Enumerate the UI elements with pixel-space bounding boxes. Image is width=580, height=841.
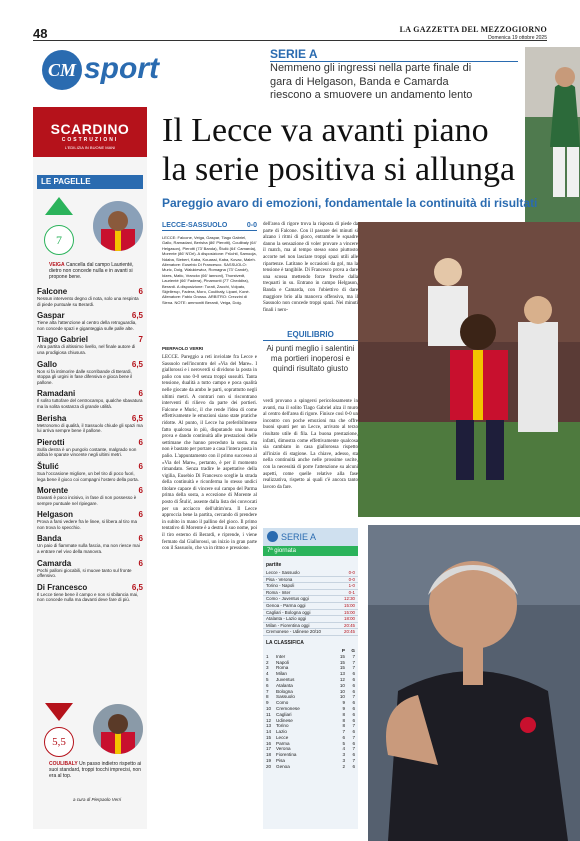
- grade-value: 6,5: [131, 582, 143, 592]
- grade-note: Tiene alta l'attenzione al centro della retroguardia, non concede spazi e giganteggia sulle palle alte.: [37, 320, 137, 331]
- match-teams: Cremonese - Udinese 20/10: [266, 629, 321, 635]
- article-column-1: LECCE. Pareggio a reti inviolate fra Lecce e Sassuolo nell'incontro del «Via del Mare». I giallorossi e i neroverdi si dividono la posta in palio con uno 0-0 senza troppi sussulti. Tanta tensione, dualità a tutto campo e poca qualità nelle giocate da ambo le parti, soprattutto negli ultimi metri. A contrari non si riscontrano interventi di rilievo da parte dei portieri. Falcone e Muric, il che rende l'idea di come effettivamente le emozioni siano state pratiche ridotte. Al punto, il Lecce ha preferibilmente fatto qualcosa in più, disputando una buona prova e dando continuità alle prestazioni delle settimane che hanno preceduto la sosta. ma non è bastato per portare a casa l'intera posta in palio. L'appuntamento con il primo successo al «Via del Mare», pertanto, è per il momento rimandato. Senza tradire le aspettative della vigilia, Eusebio Di Francesco sceglie la strada della continuità e riconferma lo stesso undici titolare capace di vincere sul campo del Parma prima della sosta, a eccezione di Morente al posto di Štulić, assente dalla lista dei convocati per un acciacco dell'ultim'ora. Il Lecce approccia bene la partita, cercando di prendere in subito in mano il pallino del gioco. Il primo tentativo di Morente è a destra il suo nome, poi il tiro esterno di Berardi, e riprende, i viene fermato dal Giallorossi, un inizio in gran parte con il Sassuolo, che va in ritmo e pressione.: [162, 355, 257, 552]
- match-result: 0-1: [348, 589, 355, 595]
- team-position: 12: [266, 717, 272, 723]
- headline-line-2: la serie positiva si allunga: [162, 151, 516, 188]
- grade-note: Nessun intervento degno di nota, solo una respinta di piede puntuale su Berardi.: [37, 296, 139, 307]
- grade-item: [37, 360, 143, 386]
- best-player-note: Cancella dal campo Laurienté, dietro non concede nulla e in avanti si propone bene.: [49, 262, 134, 280]
- grade-player-name: Štulić: [37, 461, 59, 471]
- team-name: Inter: [276, 653, 286, 659]
- worst-player-name: COULIBALY: [49, 761, 78, 767]
- team-position: 14: [266, 729, 272, 735]
- match-teams: Milan - Fiorentina oggi: [266, 622, 310, 628]
- matches-title: partite: [266, 562, 282, 568]
- team-position: 5: [266, 676, 269, 682]
- team-games: 7: [352, 659, 355, 665]
- team-games: 6: [352, 682, 355, 688]
- team-position: 18: [266, 752, 272, 758]
- best-player-name: VEIGA: [49, 262, 65, 268]
- grade-value: 6: [138, 287, 143, 296]
- grade-player-name: Banda: [37, 534, 62, 544]
- team-points: 6: [342, 734, 345, 740]
- team-games: 6: [352, 671, 355, 677]
- masthead: [400, 25, 547, 41]
- pagelle-title: LE PAGELLE: [37, 175, 143, 189]
- grade-player-name: Ramadani: [37, 389, 76, 399]
- best-player-caption: [49, 262, 143, 280]
- team-name: Napoli: [276, 659, 290, 665]
- match-lineups: LECCE: Falcone, Veiga, Gaspar, Tiago Gabriel, Gallo, Ramadani, Berisha (86' Pierotti), Coulibaly (64' Helgason), Pierotti (73' Banda), Štulić (64' Camarda), Morente (86' N'Dri). A disposizione: Früchtl, Samooja, Ndaba, Siebert, Kaba, Kouassi, Kaba, Kovac, Maleh. Allenatore: Eusebio Di Francesco. SASSUOLO: Muric, Doig, Walukiewicz, Romagna (73' Candé), Idzes, Matic, Vranckx (66' Iannoni), Thorstvedt, Laurienté (66' Fadera), Pinamonti (77' Cheddira), Berardi. A disposizione: Turati, Zacchi, Volpato, Skjellerup, Fadera, Moro, Coulibaly, Lipani, Koné. Allenatore: Fabio Grosso. ARBITRO: Crezzini di Siena. NOTE: ammoniti Berardi, Veiga, Doig.: [162, 235, 257, 305]
- grade-value: 6: [138, 486, 143, 496]
- arrow-down-icon: [45, 703, 73, 721]
- match-teams: Como - Juventus oggi: [266, 596, 309, 602]
- team-games: 7: [352, 694, 355, 700]
- team-position: 20: [266, 763, 272, 769]
- header-points: P: [341, 647, 345, 653]
- top-deck: Nemmeno gli ingressi nella parte finale di gara di Helgason, Banda e Camarda riescono a smuovere un andamento lento: [270, 62, 473, 101]
- team-position: 2: [266, 659, 269, 665]
- grade-value: 6,5: [131, 359, 143, 369]
- team-position: 6: [266, 682, 269, 688]
- team-games: 6: [352, 676, 355, 682]
- grade-value: 6,5: [131, 311, 143, 321]
- match-row: [263, 570, 358, 577]
- article-column-2: dell'area di rigore trova la risposta di piede da parte di Falcone. Con il passare dei minuti si alzano i ritmi di gioco, entrambe le squadre danno la sensazione di voler provare a vincere il match, ma al tempo stesso sono piuttosto accorte nel non lasciare troppi spazi utili alle ripartenze. Latitano le occasioni da gol, ma la tensione è tangibile. Di Francesco prova a dare una scossa mettendo forze fresche dalla trequarti in su. Entrano in campo Helgason, Banda e Camarda, con l'obiettivo di dare maggiore brio alla manovra offensiva, ma il Sassuolo non concede troppi spazi. Nei minuti finali i nero-: [263, 222, 358, 313]
- grade-player-name: Morente: [37, 486, 69, 496]
- grades-list: [37, 287, 143, 607]
- team-games: 6: [352, 752, 355, 758]
- grade-item: [37, 559, 143, 579]
- match-label: LECCE-SASSUOLO: [162, 222, 228, 229]
- team-points: 13: [339, 671, 345, 677]
- grade-player-name: Helgason: [37, 510, 74, 520]
- match-row: [263, 583, 358, 590]
- equilibrio-title: EQUILIBRIO: [263, 330, 358, 341]
- team-points: 12: [339, 676, 345, 682]
- team-position: 7: [266, 688, 269, 694]
- team-points: 9: [342, 705, 345, 711]
- team-points: 2: [342, 763, 345, 769]
- match-result: 20:45: [344, 622, 355, 628]
- section-logo: [42, 50, 182, 90]
- match-result: 15:00: [344, 609, 355, 615]
- grade-player-name: Berisha: [37, 413, 67, 423]
- grade-item: [37, 335, 143, 355]
- match-result: 12:30: [344, 596, 355, 602]
- team-games: 6: [352, 700, 355, 706]
- standings-table: [263, 654, 358, 770]
- team-position: 16: [266, 740, 272, 746]
- team-points: 15: [339, 659, 345, 665]
- match-score-header: [162, 222, 257, 231]
- team-points: 7: [342, 729, 345, 735]
- team-name: Juventus: [276, 676, 295, 682]
- grade-item: [37, 534, 143, 554]
- match-teams: Roma - Inter: [266, 589, 291, 595]
- equilibrio-deck: Ai punti meglio i salentini ma portieri inoperosi e quindi risultato giusto: [266, 344, 355, 373]
- team-points: 15: [339, 653, 345, 659]
- team-position: 3: [266, 665, 269, 671]
- grade-item: [37, 583, 143, 603]
- grade-player-name: Di Francesco: [37, 582, 88, 592]
- team-points: 4: [342, 746, 345, 752]
- grade-value: 6: [138, 437, 143, 447]
- team-name: Cremonese: [276, 705, 300, 711]
- photo-coach: [368, 525, 580, 841]
- article-column-3: verdi provano a spingersi pericolosamente in avanti, ma il solito Tiago Gabriel alza il muro al centro dell'area di rigore. Finisce così 0-0 un incontro con poche emozioni ma che offre buoni spunti per un Lecce, arrivato al terzo risultato utile di fila. La buona prestazione, infatti, dimostra come effettivamente qualcosa sia cambiato in casa giallorossa rispetto all'inizio di stagione. La chiave, adesso, sta nella continuità anche nelle prossime uscite, con la necessità di porre l'attenzione su alcuni aspetti, come quelle relative alla fase realizzativa, rispetto ai quali c'è ancora tanto lavoro da fare.: [263, 399, 358, 490]
- sponsor-name: SCARDINO: [50, 121, 130, 137]
- grade-value: 6,5: [131, 413, 143, 423]
- team-games: 6: [352, 763, 355, 769]
- pagelle-sidebar: [33, 107, 147, 829]
- grade-item: [37, 510, 143, 530]
- masthead-title: LA GAZZETTA DEL MEZZOGIORNO: [399, 25, 547, 34]
- team-name: Genoa: [276, 763, 290, 769]
- team-position: 10: [266, 705, 272, 711]
- match-result: 0-0: [348, 576, 355, 582]
- grade-value: 6: [138, 534, 143, 544]
- team-name: Fiorentina: [276, 752, 297, 758]
- team-position: 19: [266, 758, 272, 764]
- team-name: Sassuolo: [276, 694, 295, 700]
- standings-header: [263, 528, 358, 546]
- match-teams: Torino - Napoli: [266, 583, 295, 589]
- team-name: Verona: [276, 746, 291, 752]
- grade-player-name: Falcone: [37, 287, 68, 296]
- team-name: Parma: [276, 740, 290, 746]
- worst-player-caption: [49, 761, 143, 779]
- serie-a-standings: [263, 528, 358, 829]
- standings-title: SERIE A: [281, 532, 317, 542]
- grade-value: 6: [138, 558, 143, 568]
- match-teams: Lecce - Sassuolo: [266, 570, 300, 575]
- grade-item: [37, 287, 143, 307]
- team-games: 6: [352, 740, 355, 746]
- article-author: PIERPAOLO VERRI: [162, 346, 204, 351]
- team-points: 10: [339, 688, 345, 694]
- grade-player-name: Pierotti: [37, 437, 65, 447]
- team-games: 7: [352, 653, 355, 659]
- best-player-photo-art: [93, 201, 143, 251]
- match-teams: Cagliari - Bologna oggi: [266, 609, 311, 615]
- grade-note: Il Lecce tiene bene il campo e non si sbilancia mai, non concede nulla ma davanti deve fare di più.: [37, 591, 139, 603]
- grade-note: Il solito tuttofare del centrocampo, qualche sbavatura ma la solita sostanza di grande utilità.: [37, 398, 143, 409]
- team-name: Milan: [276, 671, 287, 677]
- arrow-up-icon: [45, 197, 73, 215]
- photo-coach-art: [368, 525, 580, 841]
- match-result: 1-0: [348, 583, 355, 589]
- grade-player-name: Gaspar: [37, 311, 65, 321]
- grade-item: [37, 486, 143, 506]
- grade-player-name: Camarda: [37, 558, 72, 568]
- team-points: 9: [342, 700, 345, 706]
- team-name: Lazio: [276, 729, 287, 735]
- pagelle-byline: a cura di Pierpaolo Verri: [73, 797, 122, 802]
- grade-note: Pochi palloni giocabili, si muove tanto sul fronte offensivo.: [37, 567, 132, 579]
- team-position: 8: [266, 694, 269, 700]
- team-points: 8: [342, 723, 345, 729]
- page-number: 48: [33, 26, 48, 41]
- match-result: 18:00: [344, 616, 355, 622]
- team-games: 7: [352, 665, 355, 671]
- cm-logo: CM: [42, 50, 82, 90]
- grade-note: Metronomo di qualità, il Sassuolo chiude gli spazi ma lui arriva sempre bene il pallone.: [37, 422, 143, 434]
- team-name: Cagliari: [276, 711, 292, 717]
- match-result: 0-0: [348, 570, 355, 575]
- round-label: 7ª giornata: [263, 546, 358, 556]
- serie-a-logo-icon: [267, 531, 278, 542]
- headline-line-1: Il Lecce va avanti piano: [162, 112, 489, 149]
- team-points: 3: [342, 752, 345, 758]
- sponsor-slogan: L'EDILIZIA IN BUONE MANI: [64, 145, 116, 150]
- team-games: 7: [352, 758, 355, 764]
- section-tag: SERIE A: [270, 47, 318, 61]
- team-games: 6: [352, 711, 355, 717]
- grade-note: Un paio di fiammate sulla fascia, ma non riesce mai a entrare nel vivo della manovra.: [37, 543, 140, 555]
- team-name: Torino: [276, 723, 289, 729]
- issue-date: Domenica 19 ottobre 2025: [488, 35, 547, 41]
- header-games: G: [351, 647, 355, 653]
- match-row: [263, 629, 358, 636]
- grade-item: [37, 438, 143, 458]
- team-games: 7: [352, 734, 355, 740]
- team-games: 7: [352, 746, 355, 752]
- grade-value: 7: [138, 335, 143, 345]
- grade-note: Altra partita di altissimo livello, nel finale autore di una prodigiosa chiusura.: [37, 344, 136, 355]
- worst-grade: 5,5: [44, 727, 74, 757]
- team-name: Pisa: [276, 758, 285, 764]
- equilibrio-callout: [263, 330, 358, 390]
- match-row: [263, 590, 358, 597]
- team-position: 1: [266, 653, 269, 659]
- match-teams: Genoa - Parma oggi: [266, 602, 306, 608]
- grade-item: [37, 311, 143, 331]
- match-row: [263, 616, 358, 623]
- team-points: 3: [342, 758, 345, 764]
- match-row: [263, 596, 358, 603]
- match-row: [263, 623, 358, 630]
- table-row: [263, 764, 358, 770]
- match-result: 20:45: [344, 629, 355, 635]
- team-position: 15: [266, 734, 272, 740]
- team-name: Udinese: [276, 717, 293, 723]
- team-points: 10: [339, 694, 345, 700]
- best-player-photo: [93, 201, 143, 251]
- subheadline: Pareggio avaro di emozioni, fondamentale la continuità di risultati: [162, 196, 538, 210]
- grade-note: Sulla destra è un pungolo costante, malgrado non abbia le sparute vincente negli ultimi metri.: [37, 446, 137, 458]
- grade-item: [37, 414, 143, 434]
- team-games: 6: [352, 729, 355, 735]
- team-points: 5: [342, 740, 345, 746]
- grade-note: Davanti è poco incisivo, in fase di non possesso è sempre puntuale nel ripiegare.: [37, 495, 137, 506]
- worst-player-photo-art: [93, 704, 143, 754]
- grade-note: Non si fa intimorire dalle scorribande di Berardi, stoppa gli urgini in fase difensiva e gioca bene il pallone.: [37, 368, 133, 385]
- team-points: 8: [342, 711, 345, 717]
- team-position: 13: [266, 723, 272, 729]
- grade-player-name: Gallo: [37, 359, 58, 369]
- team-name: Bologna: [276, 688, 293, 694]
- team-games: 6: [352, 717, 355, 723]
- team-position: 4: [266, 671, 269, 677]
- match-result: 15:00: [344, 602, 355, 608]
- team-games: 6: [352, 705, 355, 711]
- grade-player-name: Tiago Gabriel: [37, 335, 88, 345]
- matches-list: [263, 570, 358, 636]
- team-position: 11: [266, 711, 271, 717]
- team-games: 6: [352, 688, 355, 694]
- headline: [162, 111, 580, 189]
- photo-match-action: [358, 222, 580, 517]
- grade-note: Sua l'occasione migliore, un bel tiro di poco fuori, lega bene il gioco coi compagni l'ostero della porta.: [37, 470, 139, 482]
- worst-player-note: Un passo indietro rispetto ai suoi standard, troppi tocchi imprecisi, non era al top.: [49, 761, 142, 779]
- grade-note: Prova a farsi vedere fra le linee, si libera al tiro ma non trova lo specchio.: [37, 519, 138, 530]
- sponsor-subtitle: COSTRUZIONI: [61, 137, 119, 143]
- team-points: 10: [339, 682, 345, 688]
- team-games: 7: [352, 723, 355, 729]
- match-teams: Atalanta - Lazio oggi: [266, 616, 307, 622]
- photo-match-action-art: [358, 222, 580, 517]
- match-teams: Pisa - Verona: [266, 576, 293, 582]
- grade-value: 6: [138, 389, 143, 399]
- match-row: [263, 603, 358, 610]
- team-name: Roma: [276, 665, 289, 671]
- team-points: 15: [339, 665, 345, 671]
- match-row: [263, 610, 358, 617]
- grade-item: [37, 462, 143, 482]
- match-score: 0-0: [246, 222, 257, 229]
- team-name: Lecce: [276, 734, 289, 740]
- team-position: 17: [266, 746, 272, 752]
- worst-player-photo: [93, 704, 143, 754]
- sport-wordmark: sport: [84, 52, 159, 85]
- grade-value: 6: [138, 510, 143, 520]
- sponsor-banner: [33, 107, 147, 157]
- team-points: 8: [342, 717, 345, 723]
- top-rule: [33, 40, 547, 41]
- team-position: 9: [266, 700, 269, 706]
- team-name: Atalanta: [276, 682, 293, 688]
- grade-value: 6: [138, 461, 143, 471]
- team-name: Como: [276, 700, 289, 706]
- grade-item: [37, 389, 143, 409]
- best-grade: 7: [44, 225, 74, 255]
- classifica-title: LA CLASSIFICA: [266, 639, 304, 646]
- match-row: [263, 577, 358, 584]
